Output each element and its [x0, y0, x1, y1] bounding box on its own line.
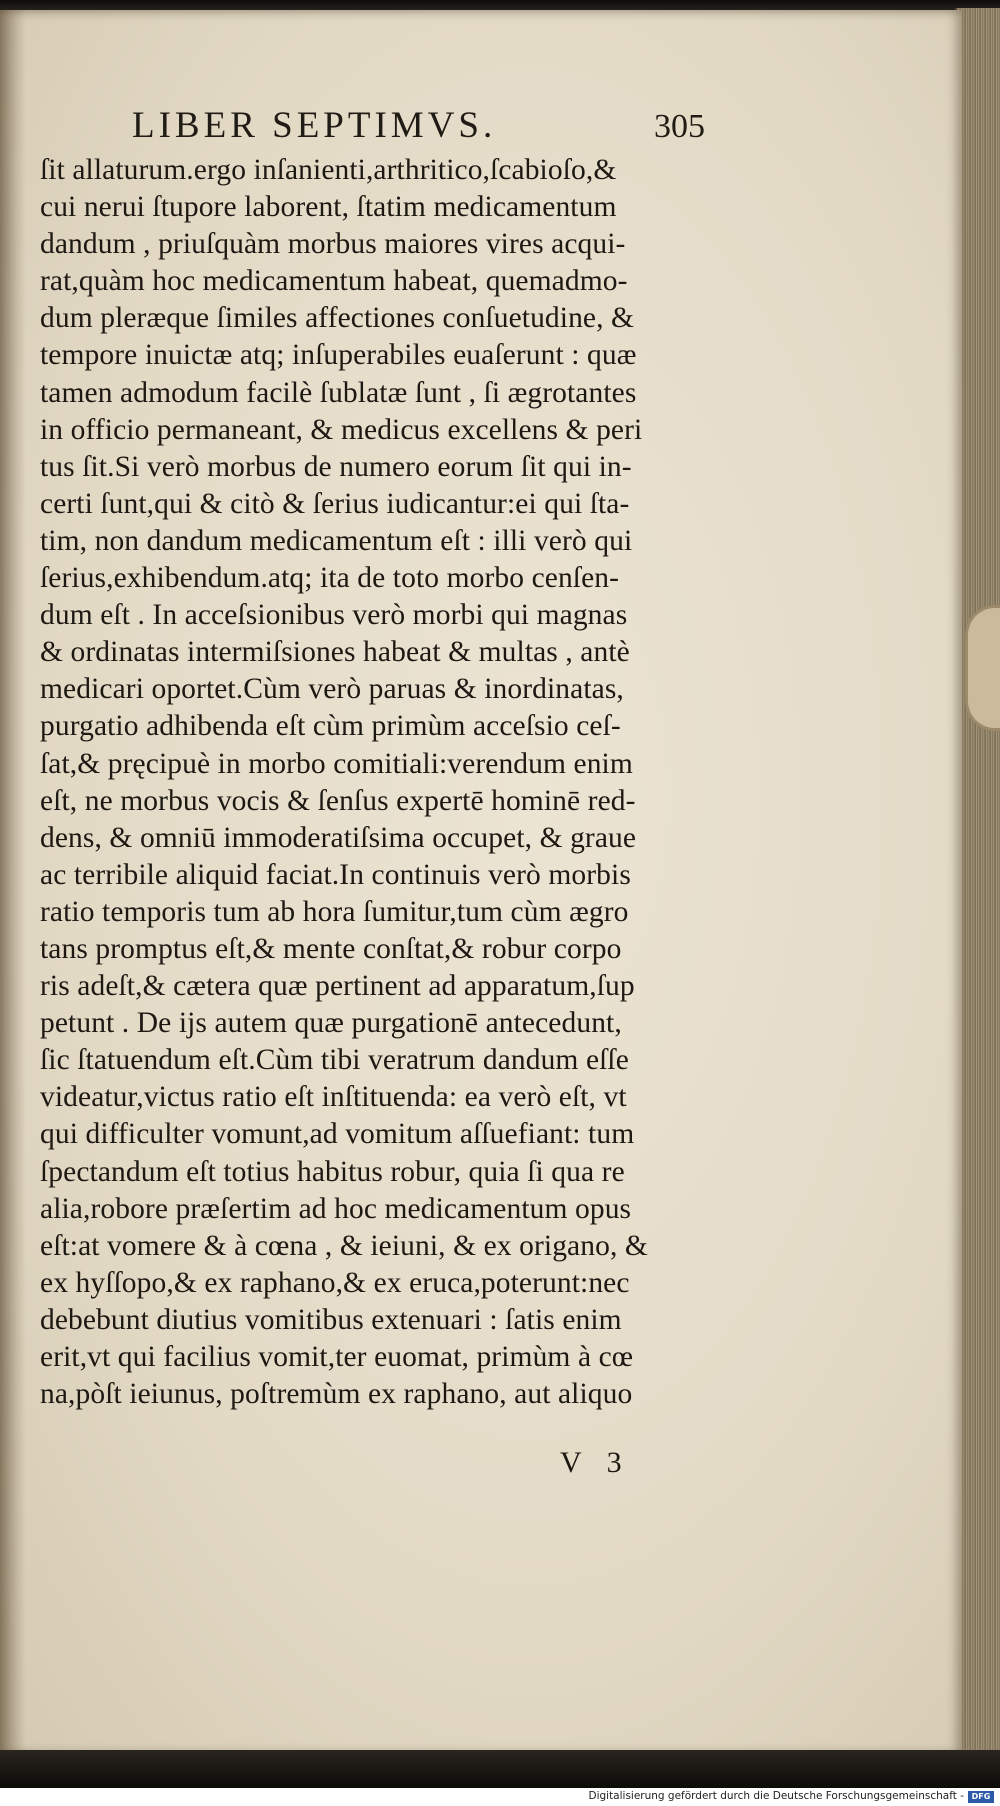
text-line: tempore inuictæ atq; inſuperabiles euaſerunt : quæ	[40, 339, 637, 372]
text-line: certi ſunt,qui & citò & ſerius iudicantur:ei qui ſta-	[40, 487, 630, 520]
text-line: na,pòſt ieiunus, poſtremùm ex raphano, aut aliquo	[40, 1378, 633, 1411]
text-line: ratio temporis tum ab hora ſumitur,tum cùm ægro	[40, 895, 629, 928]
text-line: purgatio adhibenda eſt cùm primùm acceſsio ceſ-	[40, 710, 621, 743]
text-line: tim, non dandum medicamentum eſt : illi verò qui	[40, 524, 633, 557]
text-line: tus ſit.Si verò morbus de numero eorum ſit qui in-	[40, 450, 632, 483]
page-number: 305	[654, 108, 705, 145]
text-line: rat,quàm hoc medicamentum habeat, quemadmo-	[40, 265, 628, 298]
text-line: eſt, ne morbus vocis & ſenſus expertē hominē red-	[40, 784, 636, 817]
text-line: qui difficulter vomunt,ad vomitum aſſuefiant: tum	[40, 1118, 635, 1151]
text-line: debebunt diutius vomitibus extenuari : ſatis enim	[40, 1303, 622, 1336]
gutter-shade	[0, 10, 26, 1755]
book-page	[0, 10, 962, 1755]
text-line: dum eſt . In acceſsionibus verò morbi qui magnas	[40, 599, 628, 632]
text-line: videatur,victus ratio eſt inſtituenda: ea verò eſt, vt	[40, 1081, 627, 1114]
text-line: ſerius,exhibendum.atq; ita de toto morbo cenſen-	[40, 562, 620, 595]
text-line: tamen admodum facilè ſublatæ ſunt , ſi ægrotantes	[40, 376, 637, 409]
running-head	[0, 104, 962, 154]
text-line: ſic ſtatuendum eſt.Cùm tibi veratrum dandum eſſe	[40, 1044, 629, 1077]
text-line: ris adeſt,& cætera quæ pertinent ad apparatum,ſup	[40, 970, 635, 1003]
text-line: erit,vt qui facilius vomit,ter euomat, primùm à cœ	[40, 1341, 634, 1373]
body-text	[40, 152, 740, 1413]
text-line: medicari oportet.Cùm verò paruas & inordinatas,	[40, 673, 624, 706]
text-line: dandum , priuſquàm morbus maiores vires acqui-	[40, 228, 626, 261]
dfg-logo: DFG	[968, 1791, 994, 1803]
text-line: ſpectandum eſt totius habitus robur, quia ſi qua re	[40, 1155, 625, 1188]
text-line: eſt:at vomere & à cœna , & ieiuni, & ex origano, &	[40, 1229, 648, 1262]
text-line: alia,robore præſertim ad hoc medicamentum opus	[40, 1192, 632, 1225]
text-line: ex hyſſopo,& ex raphano,& ex eruca,poterunt:nec	[40, 1266, 630, 1299]
text-line: cui nerui ſtupore laborent, ſtatim medicamentum	[40, 191, 617, 224]
running-head-title: LIBER SEPTIMVS.	[132, 105, 497, 146]
funding-credit: Digitalisierung gefördert durch die Deutsche Forschungsgemeinschaft -	[588, 1790, 964, 1802]
scanner-bottom-edge	[0, 1750, 1000, 1788]
text-line: ſit allaturum.ergo inſanienti,arthritico,ſcabioſo,&	[40, 154, 617, 186]
text-line: petunt . De ijs autem quæ purgationē antecedunt,	[40, 1007, 622, 1040]
text-line: & ordinatas intermiſsiones habeat & multas , antè	[40, 636, 630, 669]
text-line: ſat,& pręcipuè in morbo comitiali:verendum enim	[40, 747, 633, 780]
printer-signature: V 3	[560, 1446, 622, 1479]
page-clasp	[965, 605, 1000, 731]
text-line: in officio permaneant, & medicus excellens & peri	[40, 413, 643, 446]
text-line: ac terribile aliquid faciat.In continuis verò morbis	[40, 858, 631, 891]
text-line: tans promptus eſt,& mente conſtat,& robur corpo	[40, 932, 622, 965]
digitization-footer	[0, 1788, 1000, 1806]
text-line: dens, & omniū immoderatiſsima occupet, & graue	[40, 821, 637, 854]
text-line: dum pleræque ſimiles affectiones conſuetudine, &	[40, 302, 635, 335]
